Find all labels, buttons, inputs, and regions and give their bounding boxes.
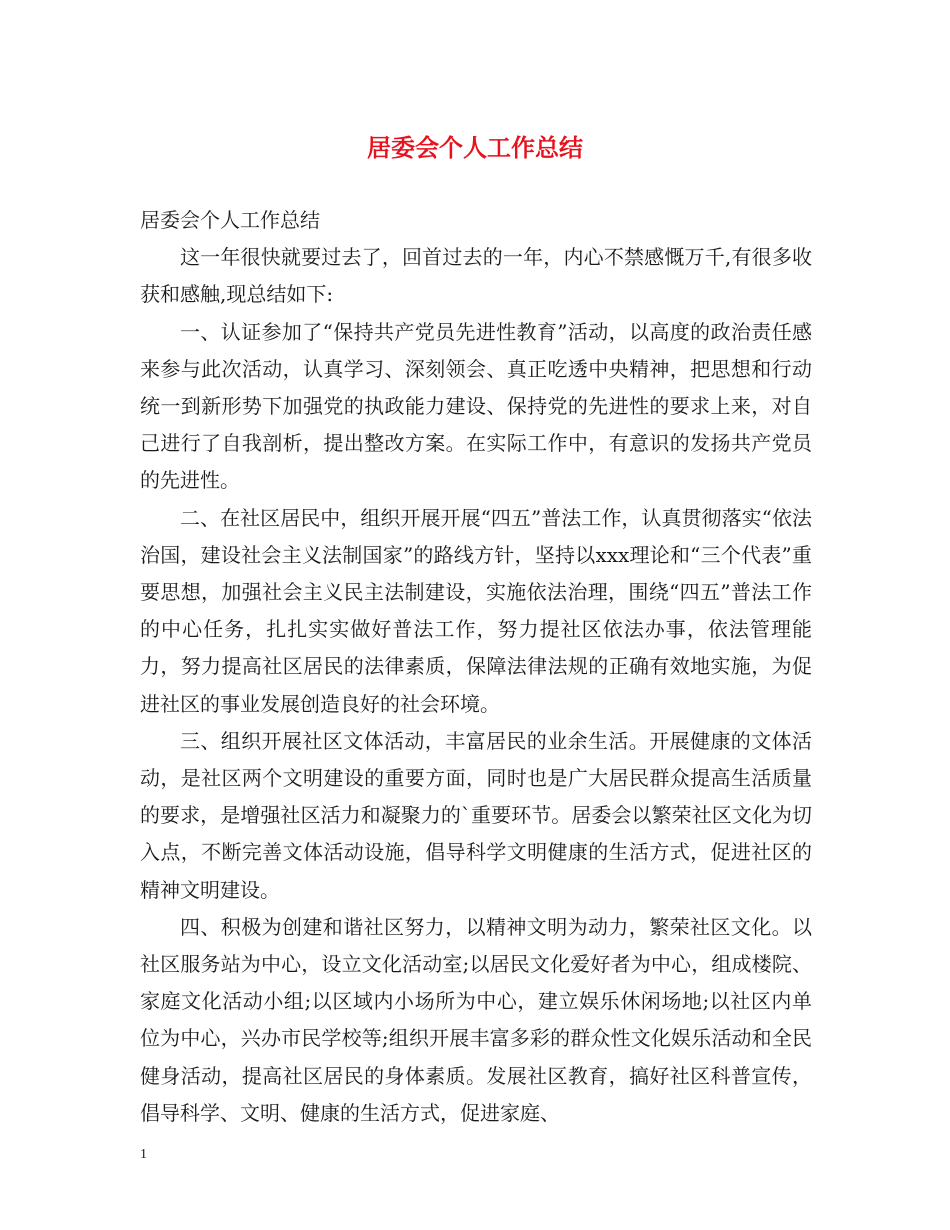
paragraph-three: 三、组织开展社区文体活动，丰富居民的业余生活。开展健康的文体活动，是社区两个文明建设的重要方面，同时也是广大居民群众提高生活质量的要求，是增强社区活力和凝聚力的`重要环节。居委会以繁荣社区文化为切入点，不断完善文体活动设施，倡导科学文明健康的生活方式，促进社区的精神文明建设。 [140,728,812,902]
document-body [140,202,812,1132]
paragraph-one: 一、认证参加了“保持共产党员先进性教育”活动，以高度的政治责任感来参与此次活动，认真学习、深刻领会、真正吃透中央精神，把思想和行动统一到新形势下加强党的执政能力建设、保持党的先进性的要求上来，对自己进行了自我剖析，提出整改方案。在实际工作中，有意识的发扬共产党员的先进性。 [140,319,812,493]
page-number: 1 [140,1147,147,1162]
document-title: 居委会个人工作总结 [367,133,583,162]
paragraph-intro: 这一年很快就要过去了，回首过去的一年，内心不禁感慨万千,有很多收获和感触,现总结如下: [140,245,812,307]
paragraph-four: 四、积极为创建和谐社区努力，以精神文明为动力，繁荣社区文化。以社区服务站为中心，设立文化活动室;以居民文化爱好者为中心，组成楼院、家庭文化活动小组;以区域内小场所为中心，建立娱乐休闲场地;以社区内单位为中心，兴办市民学校等;组织开展丰富多彩的群众性文化娱乐活动和全民健身活动，提高社区居民的身体素质。发展社区教育，搞好社区科普宣传，倡导科学、文明、健康的生活方式，促进家庭、 [140,914,812,1125]
heading-line: 居委会个人工作总结 [140,208,320,232]
paragraph-two: 二、在社区居民中，组织开展开展“四五”普法工作，认真贯彻落实“依法治国，建设社会主义法制国家”的路线方针，坚持以xxx理论和“三个代表”重要思想，加强社会主义民主法制建设，实施依法治理，围绕“四五”普法工作的中心任务，扎扎实实做好普法工作，努力提社区依法办事，依法管理能力，努力提高社区居民的法律素质，保障法律法规的正确有效地实施，为促进社区的事业发展创造良好的社会环境。 [140,505,812,716]
